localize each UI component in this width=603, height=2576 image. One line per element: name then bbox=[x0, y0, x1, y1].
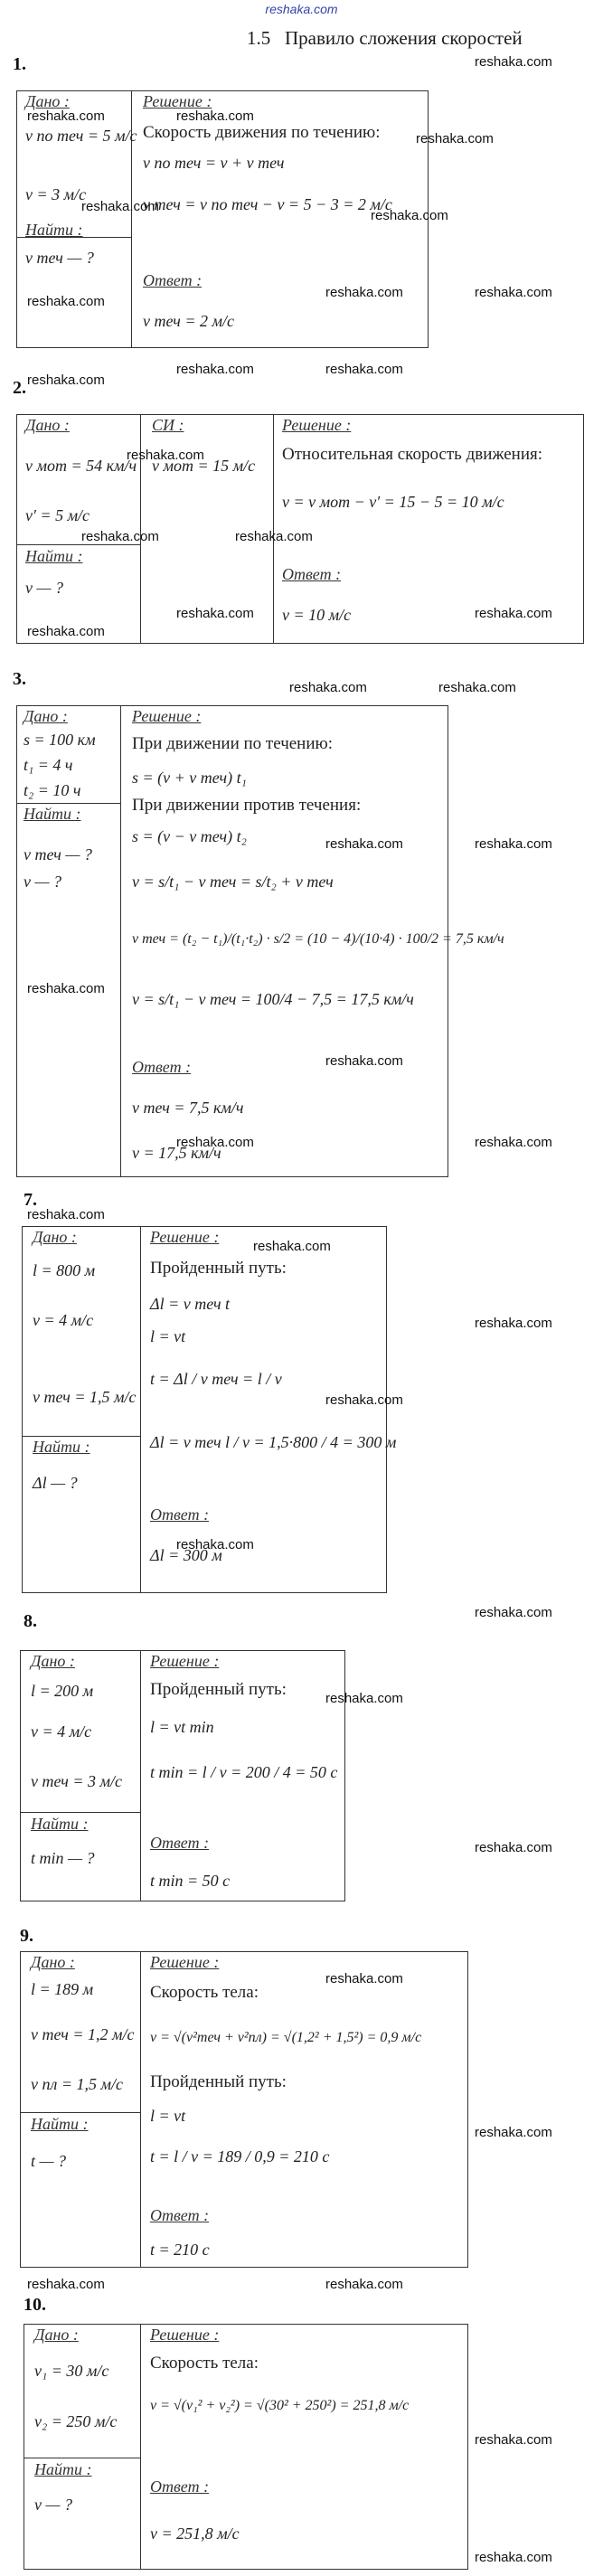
problem-3-solution-label: Решение : bbox=[132, 707, 202, 725]
watermark: reshaka.com bbox=[475, 54, 552, 70]
problem-10-given-label: Дано : bbox=[34, 2326, 79, 2344]
problem-3-divider bbox=[120, 705, 121, 1177]
problem-8-given-1: l = 200 м bbox=[31, 1682, 94, 1700]
watermark: reshaka.com bbox=[27, 981, 105, 996]
problem-3-solution-5: v = s/t₁ − v теч = s/t₂ + v теч bbox=[132, 873, 334, 891]
problem-8-divider bbox=[140, 1650, 141, 1901]
problem-8-solution-1: Пройденный путь: bbox=[150, 1680, 287, 1699]
problem-10-find-1: v — ? bbox=[34, 2496, 72, 2514]
problem-2-si-1: v мот = 15 м/с bbox=[152, 457, 256, 475]
problem-8-find-label: Найти : bbox=[31, 1815, 89, 1833]
problem-10-solution-label: Решение : bbox=[150, 2326, 220, 2344]
problem-7-number: 7. bbox=[24, 1190, 37, 1210]
problem-9-find-1: t — ? bbox=[31, 2152, 67, 2170]
site-header: reshaka.com bbox=[265, 2, 338, 16]
problem-10-solution-2: v = √(v₁² + v₂²) = √(30² + 250²) = 251,8 м/с bbox=[150, 2398, 410, 2413]
watermark: reshaka.com bbox=[325, 1971, 403, 1986]
watermark: reshaka.com bbox=[325, 285, 403, 300]
problem-1-solution-3: v теч = v по теч − v = 5 − 3 = 2 м/с bbox=[143, 195, 392, 213]
problem-9-solution-3: Пройденный путь: bbox=[150, 2072, 287, 2091]
problem-3-find-1: v теч — ? bbox=[24, 845, 92, 863]
problem-3-solution-4: s = (v − v теч) t₂ bbox=[132, 827, 247, 845]
problem-3-find-label: Найти : bbox=[24, 805, 81, 823]
problem-7-given-label: Дано : bbox=[33, 1228, 77, 1246]
watermark: reshaka.com bbox=[27, 294, 105, 309]
section-number: 1.5 bbox=[247, 27, 271, 49]
watermark: reshaka.com bbox=[289, 680, 367, 695]
watermark: reshaka.com bbox=[176, 109, 254, 124]
problem-3-given-divider bbox=[16, 803, 120, 804]
problem-7-given-2: v = 4 м/с bbox=[33, 1311, 94, 1329]
problem-10-number: 10. bbox=[24, 2295, 46, 2315]
problem-10-solution-1: Скорость тела: bbox=[150, 2354, 259, 2373]
watermark: reshaka.com bbox=[81, 199, 159, 214]
problem-9-number: 9. bbox=[20, 1926, 33, 1946]
problem-7-given-3: v теч = 1,5 м/с bbox=[33, 1388, 137, 1406]
problem-1-solution-label: Решение : bbox=[143, 92, 212, 110]
watermark: reshaka.com bbox=[475, 2550, 552, 2565]
problem-9-solution-2: v = √(v²теч + v²пл) = √(1,2² + 1,5²) = 0,9 м/с bbox=[150, 2030, 422, 2045]
watermark: reshaka.com bbox=[475, 285, 552, 300]
problem-9-solution-4: l = vt bbox=[150, 2107, 186, 2125]
problem-8-given-3: v теч = 3 м/с bbox=[31, 1772, 122, 1790]
watermark: reshaka.com bbox=[475, 1840, 552, 1855]
watermark: reshaka.com bbox=[475, 606, 552, 621]
watermark: reshaka.com bbox=[475, 2432, 552, 2448]
problem-2-find-label: Найти : bbox=[25, 547, 83, 565]
problem-2-number: 2. bbox=[13, 378, 26, 398]
problem-7-given-1: l = 800 м bbox=[33, 1261, 96, 1279]
problem-1-number: 1. bbox=[13, 54, 26, 74]
problem-8-solution-label: Решение : bbox=[150, 1652, 220, 1670]
problem-10-answer-1: v = 251,8 м/с bbox=[150, 2524, 240, 2543]
problem-3-solution-2: s = (v + v теч) t₁ bbox=[132, 769, 247, 787]
problem-9-given-3: v пл = 1,5 м/с bbox=[31, 2075, 123, 2093]
problem-3-answer-2: v = 17,5 км/ч bbox=[132, 1144, 221, 1162]
problem-2-given-1: v мот = 54 км/ч bbox=[25, 457, 137, 475]
problem-9-given-1: l = 189 м bbox=[31, 1980, 94, 1998]
problem-1-solution-2: v по теч = v + v теч bbox=[143, 154, 285, 172]
problem-8-find-1: t min — ? bbox=[31, 1849, 95, 1867]
problem-3-given-label: Дано : bbox=[24, 707, 68, 725]
problem-10-given-2: v₂ = 250 м/с bbox=[34, 2412, 118, 2430]
problem-2-solution-1: Относительная скорость движения: bbox=[282, 445, 543, 464]
problem-8-answer-1: t min = 50 с bbox=[150, 1872, 231, 1890]
problem-1-answer-1: v теч = 2 м/с bbox=[143, 312, 234, 330]
problem-2-find-1: v — ? bbox=[25, 579, 63, 597]
watermark: reshaka.com bbox=[27, 109, 105, 124]
watermark: reshaka.com bbox=[325, 1691, 403, 1706]
watermark: reshaka.com bbox=[475, 1316, 552, 1331]
problem-3-given-2: t₁ = 4 ч bbox=[24, 756, 73, 774]
problem-2-answer-1: v = 10 м/с bbox=[282, 606, 352, 624]
watermark: reshaka.com bbox=[325, 362, 403, 377]
problem-7-divider bbox=[140, 1226, 141, 1593]
problem-10-find-label: Найти : bbox=[34, 2460, 92, 2478]
problem-10-answer-label: Ответ : bbox=[150, 2477, 210, 2496]
problem-3-answer-1: v теч = 7,5 км/ч bbox=[132, 1099, 244, 1117]
problem-2-given-divider bbox=[16, 544, 140, 545]
problem-3-given-3: t₂ = 10 ч bbox=[24, 781, 81, 799]
problem-1-given-2: v = 3 м/с bbox=[25, 185, 87, 203]
problem-1-given-1: v по теч = 5 м/с bbox=[25, 127, 137, 145]
problem-3-solution-3: При движении против течения: bbox=[132, 796, 362, 815]
section-title bbox=[247, 27, 523, 50]
watermark: reshaka.com bbox=[127, 448, 204, 463]
problem-7-given-divider bbox=[22, 1436, 140, 1437]
watermark: reshaka.com bbox=[253, 1239, 331, 1254]
watermark: reshaka.com bbox=[81, 529, 159, 544]
watermark: reshaka.com bbox=[176, 1135, 254, 1150]
problem-9-answer-1: t = 210 с bbox=[150, 2241, 210, 2259]
problem-1-solution-1: Скорость движения по течению: bbox=[143, 123, 381, 142]
problem-3-number: 3. bbox=[13, 669, 26, 689]
problem-7-solution-4: t = Δl / v теч = l / v bbox=[150, 1370, 282, 1388]
watermark: reshaka.com bbox=[371, 208, 448, 223]
problem-1-given-label: Дано : bbox=[25, 92, 70, 110]
problem-9-given-divider bbox=[20, 2112, 140, 2113]
watermark: reshaka.com bbox=[475, 836, 552, 852]
watermark: reshaka.com bbox=[416, 131, 494, 146]
problem-10-given-1: v₁ = 30 м/с bbox=[34, 2362, 109, 2380]
problem-3-answer-label: Ответ : bbox=[132, 1058, 192, 1076]
problem-9-answer-label: Ответ : bbox=[150, 2206, 210, 2224]
problem-3-solution-1: При движении по течению: bbox=[132, 734, 333, 753]
watermark: reshaka.com bbox=[325, 836, 403, 852]
problem-9-find-label: Найти : bbox=[31, 2115, 89, 2133]
watermark: reshaka.com bbox=[27, 2277, 105, 2292]
problem-7-find-1: Δl — ? bbox=[33, 1474, 78, 1492]
watermark: reshaka.com bbox=[475, 1135, 552, 1150]
problem-3-solution-7: v = s/t₁ − v теч = 100/4 − 7,5 = 17,5 км/ч bbox=[132, 990, 414, 1008]
problem-7-solution-3: l = vt bbox=[150, 1327, 186, 1345]
watermark: reshaka.com bbox=[325, 1392, 403, 1408]
problem-8-answer-label: Ответ : bbox=[150, 1834, 210, 1852]
watermark: reshaka.com bbox=[438, 680, 516, 695]
problem-2-si-label: СИ : bbox=[152, 416, 184, 434]
problem-3-find-2: v — ? bbox=[24, 873, 61, 891]
problem-7-solution-2: Δl = v теч t bbox=[150, 1295, 231, 1313]
problem-9-given-2: v теч = 1,2 м/с bbox=[31, 2025, 135, 2043]
problem-8-given-2: v = 4 м/с bbox=[31, 1722, 92, 1741]
problem-9-given-label: Дано : bbox=[31, 1953, 75, 1971]
watermark: reshaka.com bbox=[475, 1605, 552, 1620]
watermark: reshaka.com bbox=[27, 373, 105, 388]
problem-3-solution-6: v теч = (t₂ − t₁)/(t₁·t₂) · s/2 = (10 − 4)/(10·4) · 100/2 = 7,5 км/ч bbox=[132, 931, 504, 947]
problem-2-answer-label: Ответ : bbox=[282, 565, 342, 583]
problem-7-answer-1: Δl = 300 м bbox=[150, 1546, 222, 1564]
section-title-text: Правило сложения скоростей bbox=[285, 27, 523, 49]
problem-1-answer-label: Ответ : bbox=[143, 271, 203, 289]
problem-7-solution-1: Пройденный путь: bbox=[150, 1259, 287, 1278]
watermark: reshaka.com bbox=[176, 1537, 254, 1552]
problem-7-solution-label: Решение : bbox=[150, 1228, 220, 1246]
watermark: reshaka.com bbox=[325, 1053, 403, 1069]
problem-1-find-1: v теч — ? bbox=[25, 249, 94, 267]
problem-3-given-1: s = 100 км bbox=[24, 731, 96, 749]
problem-2-given-label: Дано : bbox=[25, 416, 70, 434]
problem-9-solution-label: Решение : bbox=[150, 1953, 220, 1971]
problem-8-solution-2: l = vt min bbox=[150, 1718, 214, 1736]
problem-9-divider bbox=[140, 1951, 141, 2268]
problem-2-solution-2: v = v мот − v′ = 15 − 5 = 10 м/с bbox=[282, 493, 504, 511]
problem-8-given-divider bbox=[20, 1812, 140, 1813]
problem-7-solution-5: Δl = v теч l / v = 1,5·800 / 4 = 300 м bbox=[150, 1433, 397, 1451]
watermark: reshaka.com bbox=[235, 529, 313, 544]
watermark: reshaka.com bbox=[176, 606, 254, 621]
watermark: reshaka.com bbox=[27, 1207, 105, 1222]
problem-7-answer-label: Ответ : bbox=[150, 1505, 210, 1524]
problem-2-solution-label: Решение : bbox=[282, 416, 352, 434]
problem-7-find-label: Найти : bbox=[33, 1438, 90, 1456]
problem-10-divider bbox=[140, 2324, 141, 2570]
problem-9-solution-5: t = l / v = 189 / 0,9 = 210 с bbox=[150, 2147, 330, 2166]
watermark: reshaka.com bbox=[325, 2277, 403, 2292]
problem-8-number: 8. bbox=[24, 1611, 37, 1631]
watermark: reshaka.com bbox=[27, 624, 105, 639]
watermark: reshaka.com bbox=[176, 362, 254, 377]
problem-2-given-2: v′ = 5 м/с bbox=[25, 506, 90, 524]
problem-8-solution-3: t min = l / v = 200 / 4 = 50 с bbox=[150, 1763, 338, 1781]
problem-9-solution-1: Скорость тела: bbox=[150, 1983, 259, 2002]
problem-1-find-label: Найти : bbox=[25, 221, 83, 239]
problem-8-given-label: Дано : bbox=[31, 1652, 75, 1670]
watermark: reshaka.com bbox=[475, 2125, 552, 2140]
